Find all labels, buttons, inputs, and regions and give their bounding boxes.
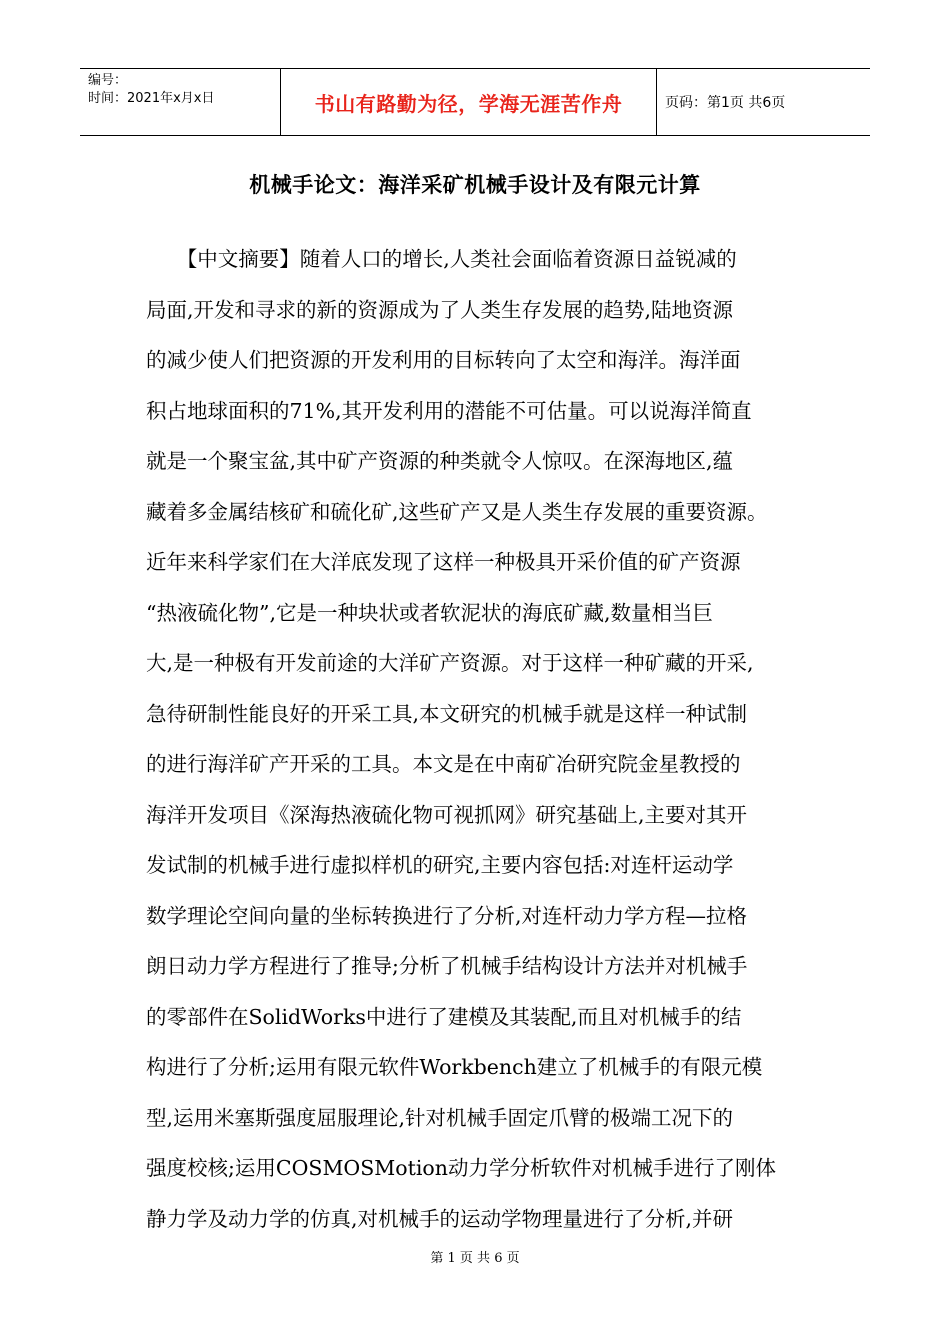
body-line: 静力学及动力学的仿真,对机械手的运动学物理量进行了分析,并研	[146, 1206, 734, 1231]
body-line: 海洋开发项目《深海热液硫化物可视抓网》研究基础上,主要对其开	[146, 802, 748, 827]
document-date-label: 时间：2021年x月x日	[88, 91, 215, 106]
body-line: 朗日动力学方程进行了推导;分析了机械手结构设计方法并对机械手	[146, 954, 748, 978]
page-footer: 第 1 页 共 6 页	[430, 1251, 520, 1266]
body-line: 强度校核;运用COSMOSMotion动力学分析软件对机械手进行了刚体	[146, 1156, 776, 1180]
body-line: 急待研制性能良好的开采工具,本文研究的机械手就是这样一种试制	[146, 701, 748, 726]
body-line: 数学理论空间向量的坐标转换进行了分析,对连杆动力学方程—拉格	[146, 903, 748, 928]
body-line: 积占地球面积的71%,其开发利用的潜能不可估量。可以说海洋简直	[146, 398, 752, 423]
body-line: 就是一个聚宝盆,其中矿产资源的种类就令人惊叹。在深海地区,蕴	[146, 449, 734, 473]
header-page-number: 页码：第1页 共6页	[665, 95, 786, 111]
header-motto-cell	[280, 69, 657, 135]
body-line: 构进行了分析;运用有限元软件Workbench建立了机械手的有限元模	[146, 1055, 763, 1079]
body-line: 藏着多金属结核矿和硫化矿,这些矿产又是人类生存发展的重要资源。	[146, 499, 768, 524]
header-meta	[80, 69, 280, 135]
body-line: 型,运用米塞斯强度屈服理论,针对机械手固定爪臂的极端工况下的	[146, 1105, 734, 1130]
body-line: 的进行海洋矿产开采的工具。本文是在中南矿冶研究院金星教授的	[146, 752, 741, 776]
body-line: 【中文摘要】随着人口的增长,人类社会面临着资源日益锐减的	[146, 247, 737, 271]
body-line: 近年来科学家们在大洋底发现了这样一种极具开采价值的矿产资源	[146, 550, 741, 574]
header-motto: 书山有路勤为径，学海无涯苦作舟	[314, 91, 623, 116]
document-number-label: 编号：	[88, 73, 128, 88]
body-line: 局面,开发和寻求的新的资源成为了人类生存发展的趋势,陆地资源	[146, 297, 734, 322]
header-page-cell	[657, 69, 870, 135]
document-title: 机械手论文：海洋采矿机械手设计及有限元计算	[249, 172, 701, 197]
body-line: 的减少使人们把资源的开发利用的目标转向了太空和海洋。海洋面	[146, 348, 741, 372]
body-line: “热液硫化物”,它是一种块状或者软泥状的海底矿藏,数量相当巨	[146, 600, 713, 625]
body-line: 大,是一种极有开发前途的大洋矿产资源。对于这样一种矿藏的开采,	[146, 651, 754, 675]
body-line: 的零部件在SolidWorks中进行了建模及其装配,而且对机械手的结	[146, 1004, 742, 1029]
document-body	[146, 240, 826, 1250]
page-header	[80, 68, 870, 136]
body-line: 发试制的机械手进行虚拟样机的研究,主要内容包括:对连杆运动学	[146, 853, 734, 877]
